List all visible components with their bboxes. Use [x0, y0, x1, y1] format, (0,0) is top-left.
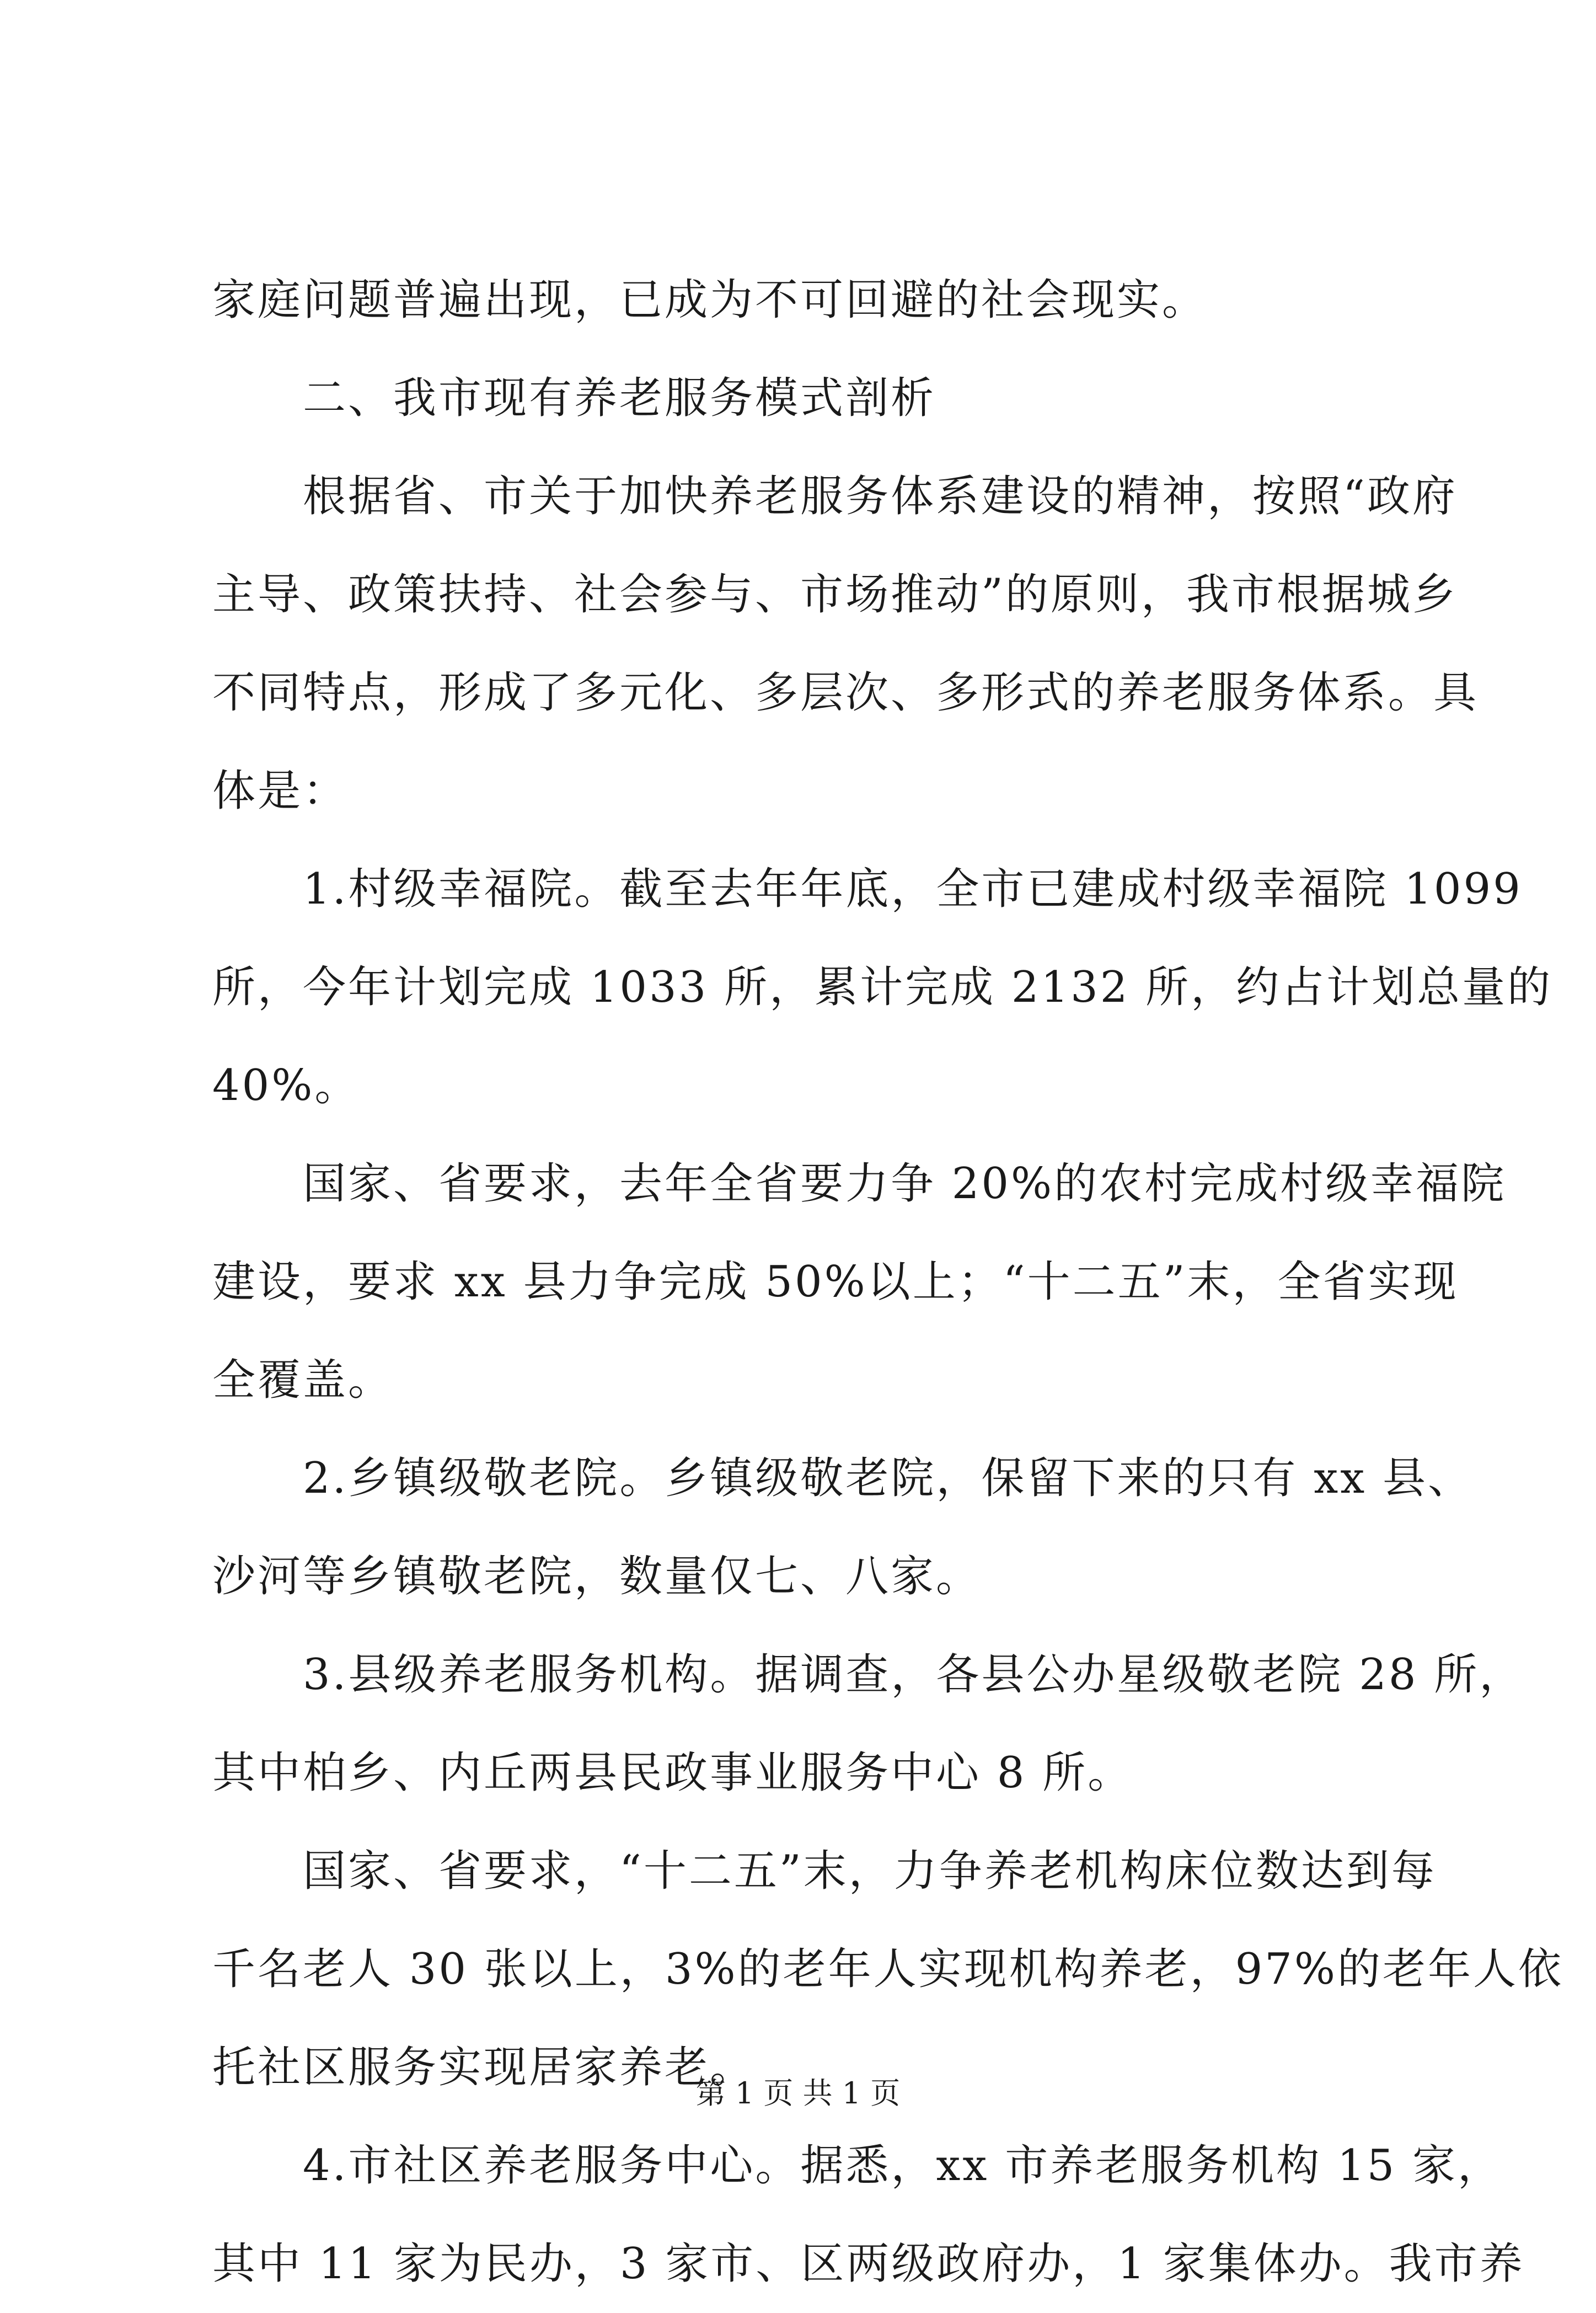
text-line: 3.县级养老服务机构。据调查，各县公办星级敬老院 28 所， [303, 1650, 1525, 1700]
section-heading: 二、我市现有养老服务模式剖析 [303, 373, 936, 423]
text-line: 体是： [212, 766, 349, 816]
text-line: 其中柏乡、内丘两县民政事业服务中心 8 所。 [212, 1748, 1133, 1798]
text-line: 不同特点，形成了多元化、多层次、多形式的养老服务体系。具 [212, 668, 1479, 718]
text-line: 建设，要求 xx 县力争完成 50%以上；“十二五”末，全省实现 [212, 1257, 1459, 1307]
text-line: 所，今年计划完成 1033 所，累计完成 2132 所，约占计划总量的 [212, 963, 1553, 1012]
document-body [212, 251, 1563, 2313]
text-line: 主导、政策扶持、社会参与、市场推动”的原则，我市根据城乡 [212, 570, 1458, 619]
page-footer: 第 1 页 共 1 页 [695, 2076, 901, 2111]
text-line: 其中 11 家为民办，3 家市、区两级政府办，1 家集体办。我市养 [212, 2239, 1525, 2289]
text-line: 沙河等乡镇敬老院，数量仅七、八家。 [212, 1552, 982, 1601]
text-line: 根据省、市关于加快养老服务体系建设的精神，按照“政府 [303, 472, 1458, 521]
text-line: 国家、省要求，去年全省要力争 20%的农村完成村级幸福院 [303, 1159, 1507, 1209]
text-line: 托社区服务实现居家养老。 [212, 2043, 756, 2092]
text-line: 千名老人 30 张以上，3%的老年人实现机构养老，97%的老年人依 [212, 1945, 1563, 1994]
text-line: 4.市社区养老服务中心。据悉，xx 市养老服务机构 15 家， [303, 2141, 1503, 2191]
text-line: 全覆盖。 [212, 1355, 394, 1405]
text-line: 40%。 [212, 1061, 360, 1110]
text-line: 1.村级幸福院。截至去年年底，全市已建成村级幸福院 1099 [303, 864, 1523, 914]
text-line: 家庭问题普遍出现，已成为不可回避的社会现实。 [212, 275, 1208, 325]
text-line: 国家、省要求，“十二五”末，力争养老机构床位数达到每 [303, 1846, 1437, 1896]
text-line: 2.乡镇级敬老院。乡镇级敬老院，保留下来的只有 xx 县、 [303, 1454, 1473, 1503]
